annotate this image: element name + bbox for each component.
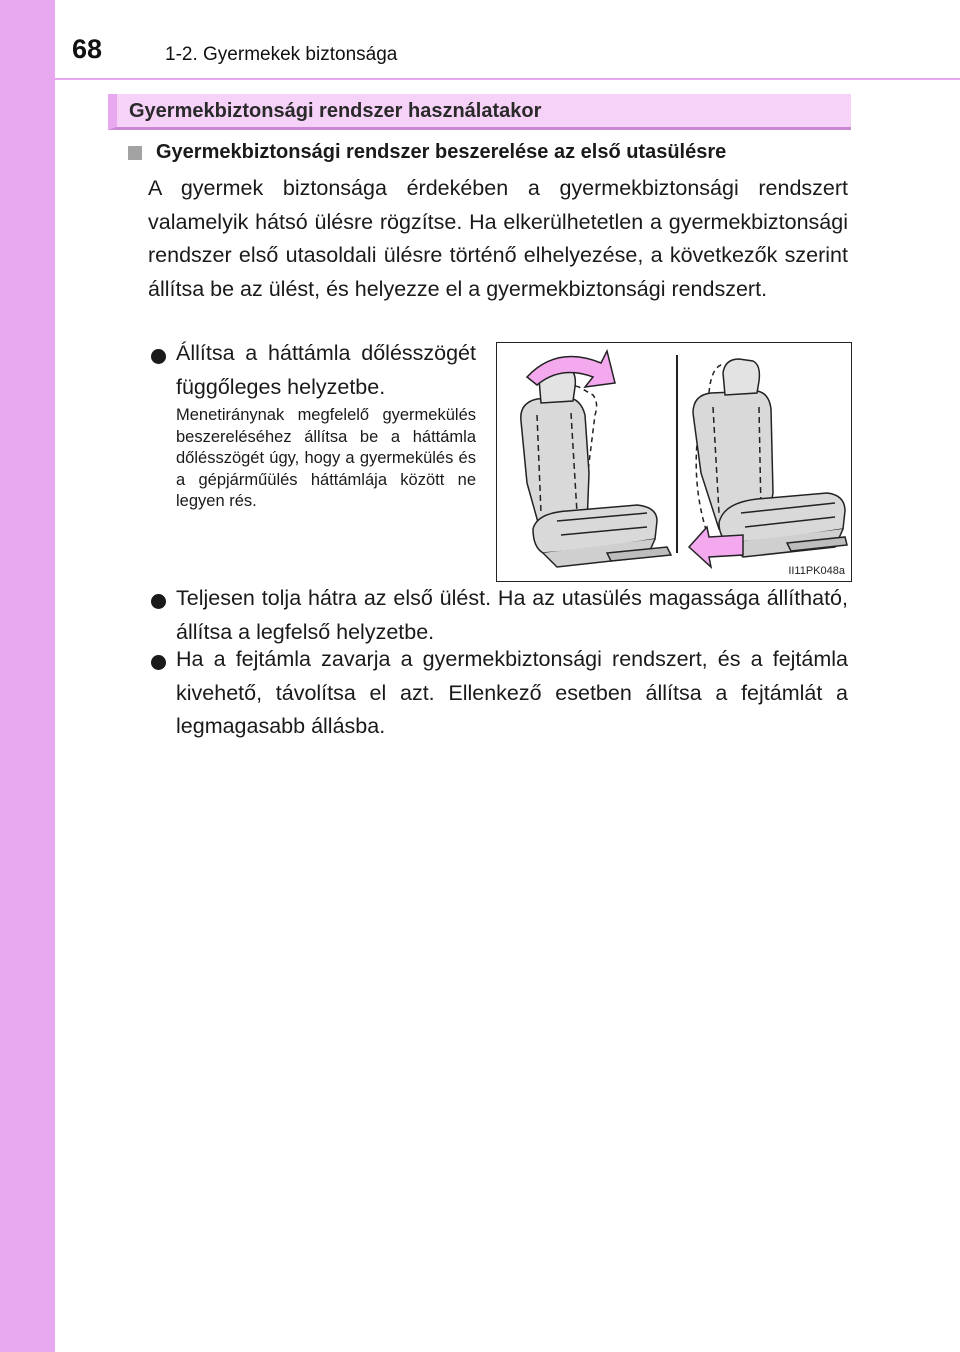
section-heading-box xyxy=(108,94,851,130)
bullet-3-text: Ha a fejtámla zavarja a gyermekbiztonsági rendszert, és a fejtámla kivehető, távolítsa el azt. Ellenkező esetben állítsa a fejtámlát a legmagasabb állásba. xyxy=(176,647,848,738)
header-divider xyxy=(55,78,960,80)
page-number: 68 xyxy=(72,34,103,64)
seat-adjustment-figure xyxy=(496,342,852,582)
chapter-side-tab xyxy=(0,0,55,1352)
bullet-1-note: Menetiránynak megfelelő gyermekülés beszereléséhez állítsa be a háttámla dőlésszögét úgy, hogy a gyermekülés és a gépjárműülés háttámlája között ne legyen rés. xyxy=(176,406,476,510)
right-seat xyxy=(693,359,847,557)
subsection-title: Gyermekbiztonsági rendszer beszerelése az első utasülésre xyxy=(156,141,727,163)
bullet-1-text: Állítsa a háttámla dőlésszögét függőleges helyzetbe. xyxy=(176,341,476,399)
bullet-dot-icon xyxy=(151,349,166,364)
bullet-2-text: Teljesen tolja hátra az első ülést. Ha az utasülés magassága állítható, állítsa a legfelső helyzetbe. xyxy=(176,586,848,644)
square-bullet-icon xyxy=(128,146,142,160)
section-title: Gyermekbiztonsági rendszer használatakor xyxy=(129,100,542,122)
left-seat xyxy=(521,365,671,567)
bullet-dot-icon xyxy=(151,594,166,609)
bullet-dot-icon xyxy=(151,655,166,670)
chapter-title: 1-2. Gyermekek biztonsága xyxy=(165,44,398,65)
seat-illustration xyxy=(497,343,853,583)
intro-paragraph: A gyermek biztonsága érdekében a gyermekbiztonsági rendszert valamelyik hátsó ülésre rögzítse. Ha elkerülhetetlen a gyermekbiztonsági rendszer első utasoldali ülésre történő elhelyezése, a következők szerint állítsa be az ülést, és helyezze el a gyermekbiztonsági rendszert. xyxy=(148,176,848,301)
figure-code: II11PK048a xyxy=(788,565,845,577)
